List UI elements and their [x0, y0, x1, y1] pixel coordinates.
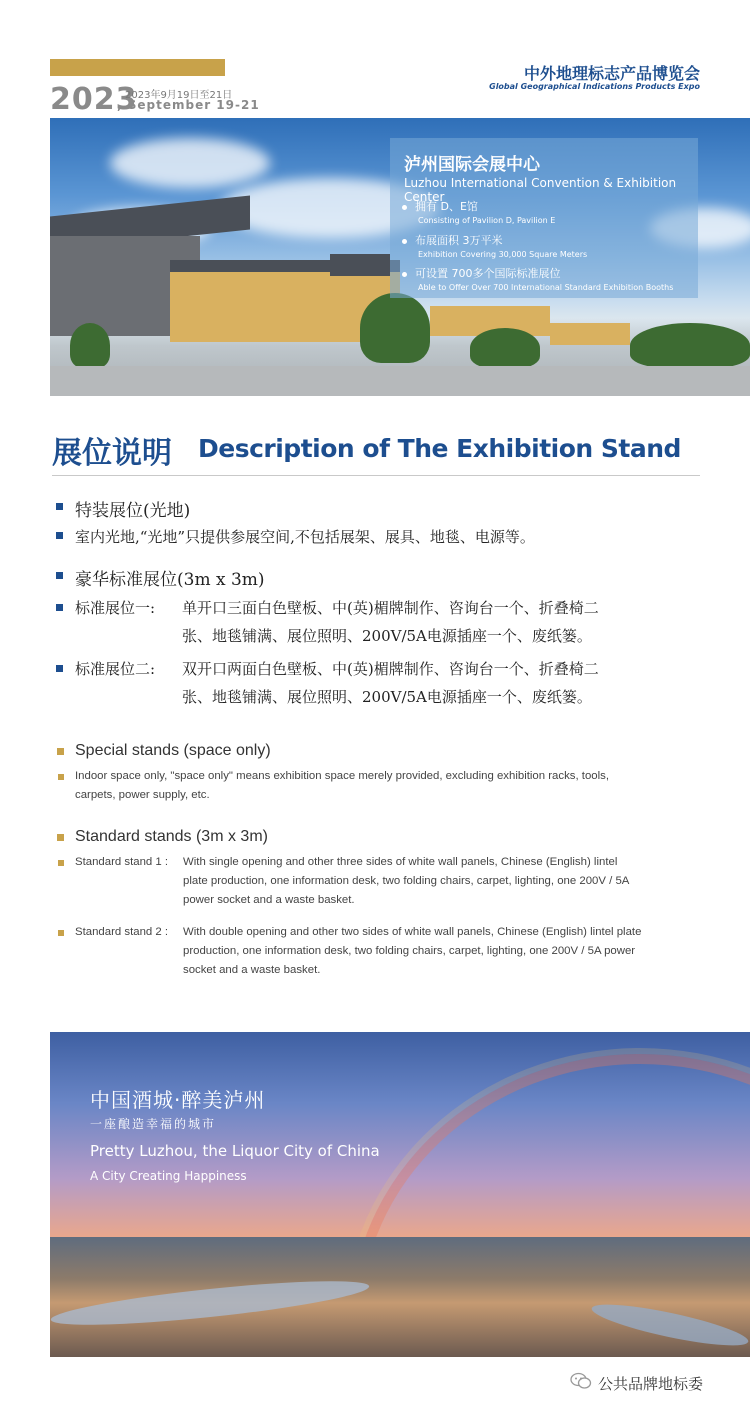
date-english: , September 19-21 [117, 98, 260, 112]
stand1-line1-en: With single opening and other three sides of white wall panels, Chinese (English) lintel [183, 856, 618, 868]
bullet-icon [402, 205, 407, 210]
bullet-icon [402, 272, 407, 277]
bullet-icon [58, 860, 64, 866]
venue-title-english: Luzhou International Convention & Exhibition Center [404, 176, 677, 204]
section-title-chinese: 展位说明 [52, 436, 172, 471]
stand2-line3-en: socket and a waste basket. [183, 964, 321, 976]
bullet-icon [56, 604, 63, 611]
city-slogan-english: Pretty Luzhou, the Liquor City of China [90, 1142, 380, 1160]
venue-fact-1: 拥有 D、E馆 Consisting of Pavilion D, Pavilion E [402, 198, 555, 225]
date-chinese: 2023年9月19日至21日 [125, 90, 233, 101]
stand2-line1-cn: 双开口两面白色壁板、中(英)楣牌制作、咨询台一个、折叠椅二 [182, 660, 599, 678]
stand1-label-cn: 标准展位一: [75, 599, 156, 617]
bullet-icon [57, 748, 64, 755]
standard-stand-title-en: Standard stands (3m x 3m) [75, 828, 268, 845]
special-stand-title-cn: 特装展位(光地) [75, 501, 191, 521]
bullet-icon [402, 239, 407, 244]
bullet-icon [57, 834, 64, 841]
stand2-line1-en: With double opening and other two sides of white wall panels, Chinese (English) lintel plate [183, 926, 642, 938]
venue-title-chinese: 泸州国际会展中心 [404, 155, 540, 175]
bullet-icon [58, 774, 64, 780]
standard-stand-title-cn: 豪华标准展位(3m x 3m) [75, 570, 265, 590]
venue-info-panel [390, 138, 698, 298]
special-stand-desc-cn: 室内光地,“光地”只提供参展空间,不包括展架、展具、地毯、电源等。 [75, 528, 535, 546]
expo-title-english: Global Geographical Indications Products Expo [489, 82, 700, 91]
stand2-line2-cn: 张、地毯铺满、展位照明、200V/5A电源插座一个、废纸篓。 [182, 688, 592, 706]
bullet-icon [56, 503, 63, 510]
stand1-line2-en: plate production, one information desk, two folding chairs, carpet, lighting, one 200V / 5A [183, 875, 630, 887]
special-stand-title-en: Special stands (space only) [75, 742, 271, 759]
bullet-icon [58, 930, 64, 936]
stand2-label-cn: 标准展位二: [75, 660, 156, 678]
stand1-line2-cn: 张、地毯铺满、展位照明、200V/5A电源插座一个、废纸篓。 [182, 627, 592, 645]
venue-fact-2: 布展面积 3万平米 Exhibition Covering 30,000 Square Meters [402, 232, 587, 259]
bullet-icon [56, 665, 63, 672]
city-subslogan-chinese: 一座酿造幸福的城市 [90, 1117, 217, 1131]
stand1-line1-cn: 单开口三面白色壁板、中(英)楣牌制作、咨询台一个、折叠椅二 [182, 599, 599, 617]
expo-title-chinese: 中外地理标志产品博览会 [523, 64, 700, 83]
stand2-line2-en: production, one information desk, two folding chairs, carpet, lighting, one 200V / 5A power [183, 945, 636, 957]
header-accent-bar [50, 59, 225, 76]
divider [52, 475, 700, 476]
year: 2023 [50, 82, 138, 117]
bullet-icon [56, 572, 63, 579]
city-photo [50, 1032, 750, 1357]
account-name[interactable]: 公共品牌地标委 [598, 1375, 704, 1393]
city-subslogan-english: A City Creating Happiness [90, 1169, 247, 1183]
wechat-icon [570, 1372, 592, 1390]
stand2-label-en: Standard stand 2 : [75, 926, 169, 938]
special-stand-desc-en-2: carpets, power supply, etc. [75, 789, 210, 801]
bullet-icon [56, 532, 63, 539]
venue-fact-3: 可设置 700多个国际标准展位 Able to Offer Over 700 International Standard Exhibition Booths [402, 265, 673, 292]
section-title-english: Description of The Exhibition Stand [198, 434, 681, 463]
stand1-label-en: Standard stand 1 : [75, 856, 169, 868]
city-slogan-chinese: 中国酒城·醉美泸州 [90, 1088, 266, 1112]
stand1-line3-en: power socket and a waste basket. [183, 894, 355, 906]
special-stand-desc-en-1: Indoor space only, "space only" means exhibition space merely provided, excluding exhibition racks, tools, [75, 770, 610, 782]
